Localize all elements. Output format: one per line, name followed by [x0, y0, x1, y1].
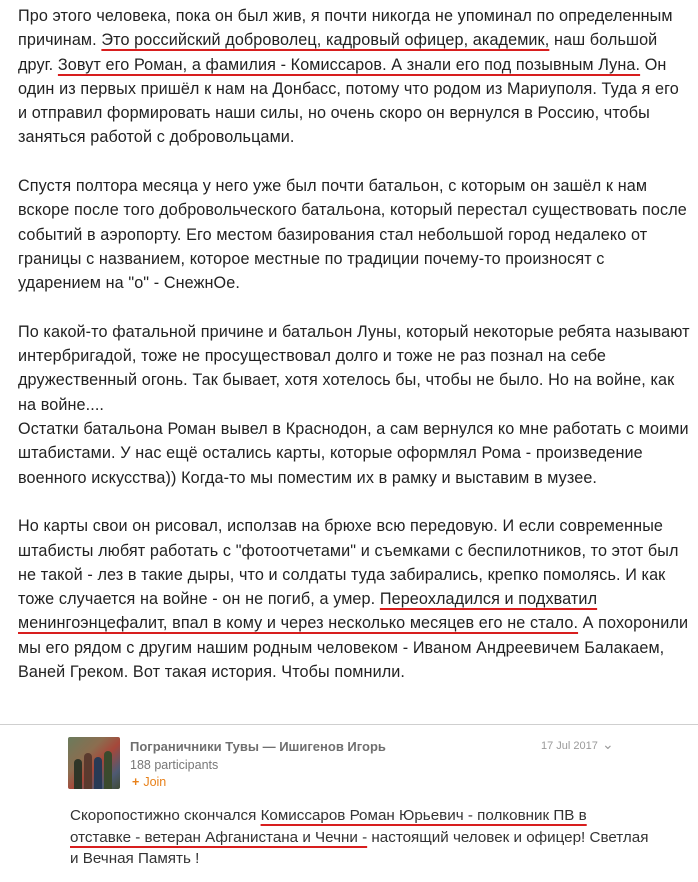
post-text-start: Скоропостижно скончался [70, 807, 257, 824]
group-name-link[interactable]: Пограничники Тувы — Ишигенов Игорь [130, 739, 386, 754]
article-body [18, 4, 690, 684]
article-paragraph-5 [18, 514, 690, 684]
article-paragraph-1 [18, 4, 690, 150]
post-text-end: настоящий человек и офицер! Светлая и Вечная Память ! [70, 828, 649, 867]
group-avatar[interactable] [68, 737, 120, 789]
highlighted-text: Комиссаров Роман Юрьевич - полковник ПВ в отставке - ветеран Афганистана и Чечни - [70, 807, 587, 846]
article-paragraph-2: Спустя полтора месяца у него уже был почти батальон, с которым он зашёл к нам вскоре после того добровольческого батальона, который перестал существовать после событий в аэропорту. Его местом базирования стал небольшой город недалеко от границы с названием, которое местные по традиции почему-то произносят с ударением на "о" - СнежнОе. [18, 177, 687, 293]
article-paragraph-3: По какой-то фатальной причине и батальон Луны, который некоторые ребята называют интербригадой, тоже не просуществовал долго и тоже не раз познал на себе дружественный огонь. Так бывает, хотя хотелось бы, чтобы не было. Но на войне, как на войне.... [18, 322, 690, 414]
article-text: наш большой друг. [18, 31, 658, 74]
highlighted-text: Зовут его Роман, а фамилия - Комиссаров. А знали его под позывным Луна. [57, 55, 641, 74]
article-text: Но карты свои он рисовал, исползав на брюхе всю передовую. И если современные штабисты любят работать с "фотоотчетами" и съемками с беспилотников, то этот был не такой - лез в такие дыры, что и солдаты туда забирались, крепко помолясь. И как тоже случается на войне - он не погиб, а умер. [18, 517, 679, 609]
article-paragraph-4: Остатки батальона Роман вывел в Краснодон, а сам вернулся ко мне работать с моими штабистами. У нас ещё остались карты, которые оформлял Рома - произведение военного искусства)) Когда-то мы поместим их в рамку и выставим в музее. [18, 420, 689, 487]
chevron-down-icon[interactable]: ⌄ [602, 736, 614, 752]
participants-count: 188 participants [130, 758, 219, 772]
plus-icon: + [132, 775, 140, 789]
article-text: А похоронили мы его рядом с другим нашим родным человеком - Иваном Андреевичем Балакаем, Ваней Греком. Вот такая история. Чтобы помнили. [18, 614, 689, 682]
group-post [0, 725, 698, 882]
join-button[interactable] [132, 775, 166, 789]
highlighted-text: Это российский доброволец, кадровый офицер, академик, [101, 31, 550, 50]
article-text: Про этого человека, пока он был жив, я почти никогда не упоминал по определенным причинам. [18, 7, 673, 50]
highlighted-text: Переохладился и подхватил менингоэнцефалит, впал в кому и через несколько месяцев его не стало. [18, 590, 598, 633]
article-text: Он один из первых пришёл к нам на Донбасс, потому что родом из Мариуполя. Туда я его и отправил формировать наши силы, но очень скоро он вернулся в Россию, чтобы заняться работой с добровольцами. [18, 55, 679, 147]
join-label: Join [143, 775, 167, 789]
post-date: 17 Jul 2017 [541, 740, 598, 752]
post-text [70, 805, 650, 870]
